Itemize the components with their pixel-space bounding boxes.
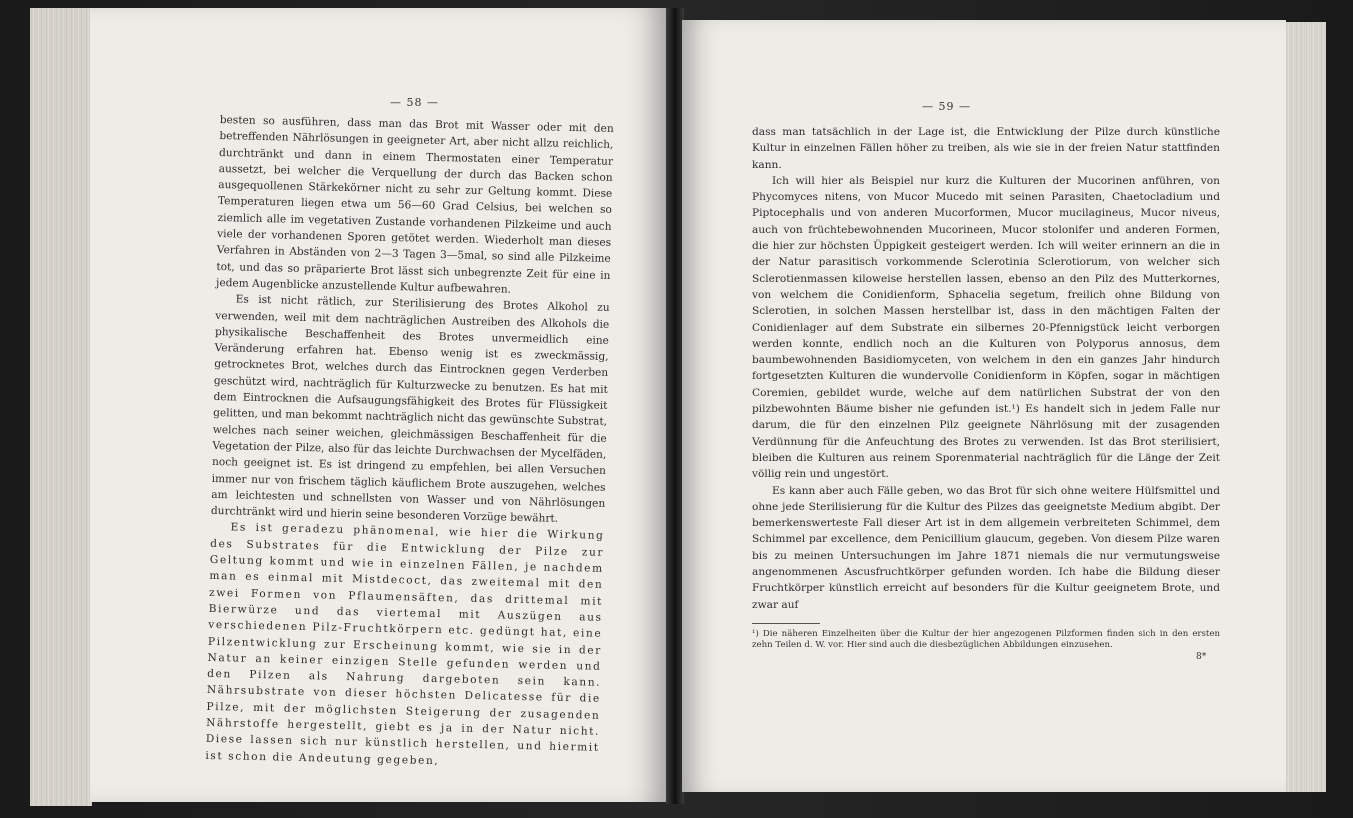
left-page-body bbox=[205, 112, 614, 773]
page-number: — 59 — bbox=[922, 100, 971, 113]
page-number: — 58 — bbox=[390, 96, 439, 109]
right-page bbox=[682, 20, 1286, 792]
footnote: ¹) Die näheren Einzelheiten über die Kultur der hier angezogenen Pilzformen finden sich in den ersten zehn Teilen d. W. vor. Hier sind auch die diesbezüglichen Abbildungen einzusehen. bbox=[752, 629, 1220, 651]
footnote-rule bbox=[752, 623, 820, 624]
signature-mark: 8* bbox=[1196, 652, 1207, 662]
right-page-stack-edge bbox=[1280, 22, 1326, 792]
paragraph: Es kann aber auch Fälle geben, wo das Brot für sich ohne weitere Hülfsmittel und ohne jede Sterilisierung für die Kultur des Pilzes das geeignetste Medium abgibt. Der bemerkenswerteste Fall dieser Art ist in dem allgemein verbreiteten Schimmel, dem Schimmel par excellence, dem Penicillium glaucum, gegeben. Von diesem Pilze waren bis zu meinen Untersuchungen im Jahre 1871 niemals die nur vermutungsweise angenommenen Ascusfruchtkörper gefunden worden. Ich habe die Bildung dieser Fruchtkörper künstlich erreicht auf besonders für die Kultur geeignetem Brote, und zwar auf bbox=[752, 484, 1220, 611]
paragraph: Es ist nicht rätlich, zur Sterilisierung des Brotes Alkohol zu verwenden, weil mit dem nachträglichen Austreiben des Alkohols die physikalische Beschaffenheit des Brotes unvermeidlich eine Veränderung erfahren hat. Ebenso wenig ist es zweckmässig, getrocknetes Brot, welches durch das Eintrocknen gegen Verderben geschützt wird, nachträglich für Kulturzwecke zu benutzen. Es hat mit dem Eintrocknen die Aufsaugungsfähigkeit des Brotes für Flüssigkeit gelitten, und man bekommt nachträglich nicht das gewünschte Substrat, welches nach seiner weichen, gleichmässigen Beschaffenheit für die Vegetation der Pilze, also für das leichte Durchwachsen der Mycelfäden, noch geeignet ist. Es ist dringend zu empfehlen, bei allen Versuchen immer nur von frischem täglich käuflichem Brote auszugehen, welches am leichtesten und schnellsten von Wasser und von Nährlösungen durchtränkt wird und hierin seine besonderen Vorzüge bewährt. bbox=[210, 293, 610, 525]
paragraph: Ich will hier als Beispiel nur kurz die Kulturen der Mucorinen anführen, von Phycomyces nitens, von Mucor Mucedo mit seinen Parasiten, Chaetocladium und Piptocephalis und von anderen Mucorformen, Mucor mucilagineus, Mucor niveus, auch von früchtebewohnenden Mucorineen, Mucor stolonifer und anderen Formen, die hier zur höchsten Üppigkeit gesteigert werden. Ich will weiter erinnern an die in der Natur parasitisch vorkommende Sclerotinia Sclerotiorum, von welcher sich Sclerotienmassen kiloweise herstellen lassen, ebenso an den Pilz des Mutterkornes, von welchem die Conidienform, Sphacelia segetum, freilich ohne Bildung von Sclerotien, in solchen Massen herstellbar ist, dass in den mächtigen Falten der Conidienlager auf dem Substrate ein silbernes 20-Pfennigstück leicht verborgen werden konnte, endlich noch an die Kulturen von Polyporus annosus, dem baumbewohnenden Basidiomyceten, von welchem in den ein ganzes Jahr hindurch fortgesetzten Kulturen die wundervolle Conidienform in Köpfen, sogar in mächtigen Coremien, gebildet wurde, welche auf dem natürlichen Substrat der von den pilzbewohnten Bäume bisher nie gefunden ist.¹) Es handelt sich in jedem Falle nur darum, die für den einzelnen Pilz geeignete Nährlösung mit der zusagenden Verdünnung für die Anfeuchtung des Brotes zu verwenden. Ist das Brot sterilisiert, bleiben die Kulturen aus reinem Sporenmaterial nachträglich für die Länge der Zeit völlig rein und ungestört. bbox=[752, 174, 1220, 481]
paragraph: dass man tatsächlich in der Lage ist, die Entwicklung der Pilze durch künstliche Kultur in einzelnen Fällen höher zu treiben, als wie sie in der freien Natur stattfinden kann. bbox=[752, 126, 1220, 171]
right-page-body bbox=[752, 124, 1220, 613]
paragraph: besten so ausführen, dass man das Brot mit Wasser oder mit den betreffenden Nährlösungen in geeigneter Art, aber nicht allzu reichlich, durchtränkt und dann in einem Thermostaten einer Temperatur aussetzt, bei welcher die Verquellung der durch das Backen schon ausgequollenen Stärkekörner nicht zu sehr zur Geltung kommt. Diese Temperaturen liegen etwa um 56—60 Grad Celsius, bei welchen so ziemlich alle im vegetativen Zustande vorhandenen Pilzkeime und auch viele der vorhandenen Sporen getötet werden. Wiederholt man dieses Verfahren in Abständen von 2—3 Tagen 3—5mal, so sind alle Pilzkeime tot, und das so präparierte Brot lässt sich unbegrenzte Zeit für eine in jedem Augenblicke anzustellende Kultur aufbewahren. bbox=[215, 113, 614, 296]
left-page-stack-edge bbox=[30, 8, 92, 806]
paragraph: Es ist geradezu phänomenal, wie hier die Wirkung des Substrates für die Entwicklung der Pilze zur Geltung kommt und wie in einzelnen Fällen, je nachdem man es einmal mit Mistdecoct, das zweitemal mit den zwei Formen von Pflaumensäften, das drittemal mit Bierwürze und das viertemal mit Auszügen aus verschiedenen Pilz-Fruchtkörpern etc. gedüngt hat, eine Pilzentwicklung zur Erscheinung kommt, wie sie in der Natur an keiner einzigen Stelle gefunden werden und den Pilzen als Nahrung dargeboten sein kann. Nährsubstrate von dieser höchsten Delicatesse für die Pilze, mit der möglichsten Steigerung der zusagenden Nährstoffe hergestellt, giebt es ja in der Natur nicht. Diese lassen sich nur künstlich herstellen, und hiermit ist schon die Andeutung gegeben, bbox=[205, 521, 605, 767]
left-page bbox=[90, 8, 668, 802]
